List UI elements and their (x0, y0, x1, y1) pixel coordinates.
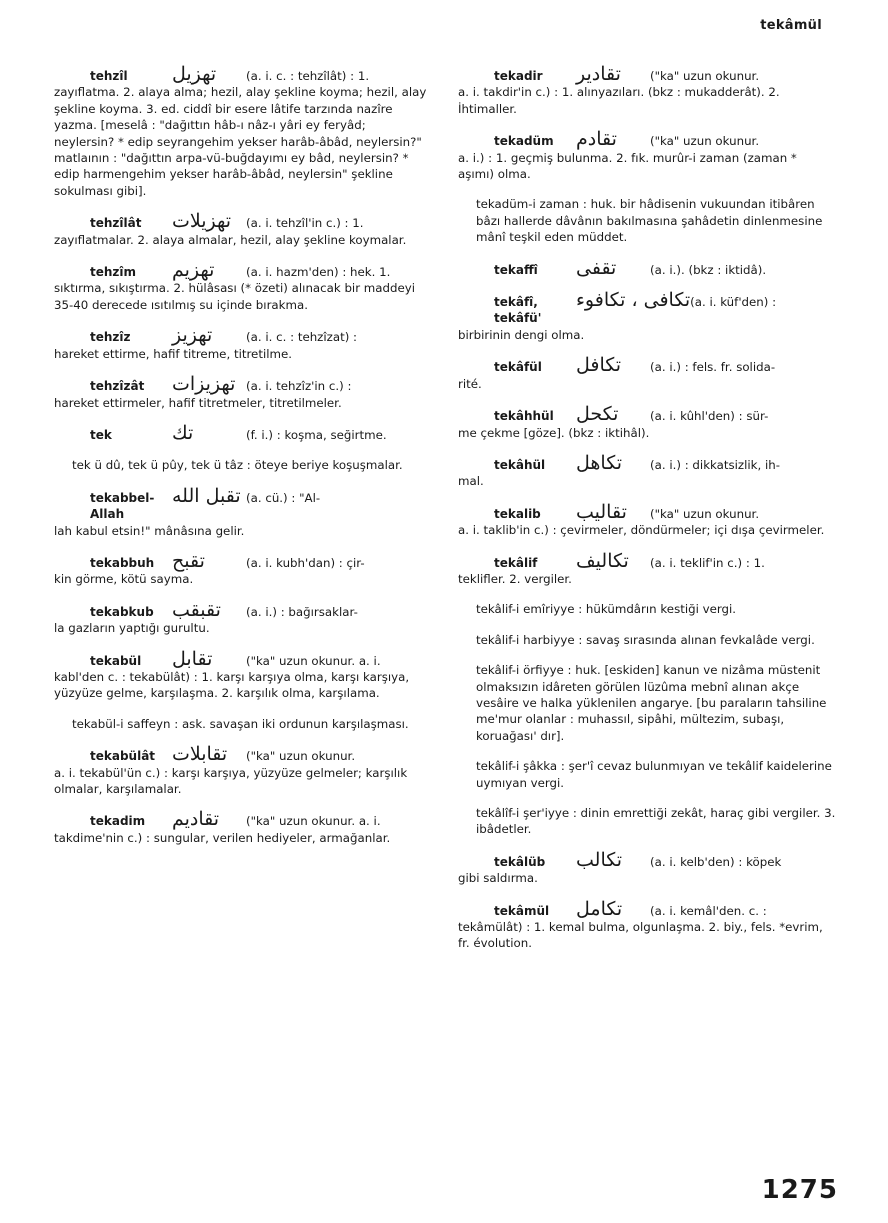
arabic-script: تقادم (576, 128, 617, 151)
definition: hareket ettirme, hafif titreme, titretilme. (54, 346, 292, 361)
entry-grammar: ("ka" uzun okunur. a. i. (246, 814, 381, 829)
definition: zayıflatmalar. 2. alaya almalar, hezil, alay şekline koymalar. (54, 232, 407, 247)
definition: gibi saldırma. (458, 871, 538, 886)
entry-head (54, 549, 427, 572)
headword: tekâlif (494, 555, 538, 570)
entry-head (54, 743, 427, 766)
definition: birbirinin dengi olma. (458, 327, 585, 342)
entry-grammar: (a. i. teklif'in c.) : 1. (650, 555, 765, 570)
arabic-script: تكافى ، تكافوء (576, 289, 691, 312)
headword: tekâmül (494, 903, 550, 918)
headword: tehzîl (90, 69, 128, 83)
dictionary-entry (458, 500, 836, 539)
entry-head (54, 421, 427, 444)
headword: tekabülât (90, 749, 156, 764)
entry-head (458, 451, 836, 474)
arabic-script: تقبقب (172, 598, 221, 621)
entry-grammar: (a. i. c. : tehzîzat) : (246, 330, 358, 345)
dictionary-entry (458, 848, 836, 887)
dictionary-entry (54, 647, 427, 702)
page-number: 1275 (761, 1175, 838, 1205)
arabic-script: تقابل (172, 647, 213, 670)
headword: tekadir (494, 69, 543, 83)
entry-head (54, 647, 427, 670)
entry-head (458, 549, 836, 572)
entry-grammar: (a. i. tehzîl'in c.) : 1. (246, 216, 364, 231)
dictionary-entry (54, 63, 427, 199)
definition: me çekme [göze]. (bkz : iktihâl). (458, 425, 650, 440)
entry-head (458, 128, 836, 151)
headword: tekabbuh (90, 555, 155, 570)
entry-grammar: (a. i. tehzîz'in c.) : (246, 379, 352, 394)
arabic-script: تقاديم (172, 808, 220, 831)
left-column (54, 63, 427, 860)
headword: tehzîlât (90, 216, 142, 231)
entry-grammar: (a. i.) : dikkatsizlik, ih- (650, 457, 781, 472)
definition: a. i. tekabül'ün c.) : karşı karşıya, yüzyüze gelmeler; karşılık olmalar, karşılamalar. (54, 765, 408, 796)
sub-entry: tek ü dû, tek ü pûy, tek ü tâz : öteye beriye koşuşmalar. (72, 458, 403, 473)
entry-grammar: ("ka" uzun okunur. (650, 69, 760, 83)
dictionary-entry (458, 758, 836, 791)
sub-entry: tekâlif-i harbiyye : savaş sırasında alınan fevkalâde vergi. (476, 632, 815, 647)
headword: tekâlüb (494, 854, 546, 869)
headword: tekâfül (494, 360, 542, 375)
dictionary-entry (54, 324, 427, 362)
sub-entry: tekâlif-i şâkka : şer'î cevaz bulunmıyan ve tekâlif kaidelerine uymıyan vergi. (476, 759, 832, 790)
arabic-script: تكاليف (576, 549, 629, 572)
sub-entry: tekâlif-i örfiyye : huk. [eskiden] kanun ve nizâma müstenit olmaksızın idâreten görülen lüzûma mebnî alınan akçe vesâire ve halka yüklenilen angarye. [bu paraların tahsiline me'mur olanlar : muhassıl, sipâhi, mültezim, subaşı, koruağası' dır]. (476, 663, 827, 743)
arabic-script: تقفى (576, 256, 617, 279)
dictionary-entry (458, 128, 836, 182)
definition: teklifler. 2. vergiler. (458, 571, 572, 586)
entry-head (458, 289, 836, 327)
entry-head (54, 210, 427, 233)
dictionary-entry (458, 549, 836, 588)
entry-grammar: (a. i.) : fels. fr. solida- (650, 360, 776, 375)
dictionary-entry (54, 373, 427, 411)
dictionary-entry (458, 63, 836, 117)
headword: tehzîz (90, 330, 131, 345)
entry-grammar: ("ka" uzun okunur. (246, 749, 356, 764)
arabic-script: تكامل (576, 897, 623, 920)
dictionary-entry (54, 421, 427, 444)
entry-head (54, 324, 427, 347)
entry-grammar: (a. i. küf'den) : (690, 295, 777, 310)
dictionary-entry (458, 196, 836, 245)
headword: tekabkub (90, 604, 154, 619)
entry-head (458, 500, 836, 523)
dictionary-entry (458, 601, 836, 617)
definition: a. i. taklib'in c.) : çevirmeler, döndürmeler; içi dışa çevirmeler. (458, 523, 825, 538)
entry-grammar: ("ka" uzun okunur. a. i. (246, 653, 381, 668)
arabic-script: تكافل (576, 354, 622, 377)
dictionary-entry (54, 457, 427, 473)
definition: a. i. takdir'in c.) : 1. alınyazıları. (bkz : mukadderât). 2. İhtimaller. (458, 85, 780, 116)
sub-entry: tekabül-i saffeyn : ask. savaşan iki ordunun karşılaşması. (72, 716, 409, 731)
arabic-script: تقبل الله (172, 484, 241, 507)
entry-head (54, 484, 427, 523)
entry-grammar: (a. i. c. : tehzîlât) : 1. (246, 69, 370, 83)
definition: mal. (458, 474, 484, 489)
headword: tekâhhül (494, 409, 554, 424)
dictionary-entry (54, 259, 427, 313)
definition: lah kabul etsin!" mânâsına gelir. (54, 523, 245, 538)
entry-grammar: (f. i.) : koşma, seğirtme. (246, 427, 387, 442)
dictionary-entry (54, 210, 427, 248)
headword: tekadim (90, 814, 146, 829)
definition: a. i.) : 1. geçmiş bulunma. 2. fık. murûr-i zaman (zaman * aşımı) olma. (458, 150, 797, 182)
sub-entry: tekadüm-i zaman : huk. bir hâdisenin vukuundan itibâren bâzı hallerde dâvânın bakılmasına şahâdetin dinlenmesine mânî teşkil eden müddet. (476, 197, 823, 245)
entry-grammar: (a. i. hazm'den) : hek. 1. (246, 265, 391, 280)
entry-grammar: (a. i.). (bkz : iktidâ). (650, 262, 767, 277)
headword: tekabbel-Allah (90, 490, 155, 522)
headword: tekaffî (494, 262, 538, 277)
entry-grammar: (a. i. kûhl'den) : sür- (650, 409, 769, 424)
entry-grammar: (a. cü.) : "Al- (246, 490, 321, 505)
dictionary-entry (54, 484, 427, 539)
arabic-script: تقاليب (576, 500, 627, 523)
headword: tekâfî, tekâfü' (494, 295, 542, 326)
entry-grammar: (a. i. kubh'dan) : çir- (246, 555, 365, 570)
arabic-script: تقابلات (172, 743, 228, 766)
arabic-script: تقادير (576, 63, 621, 85)
dictionary-entry (458, 403, 836, 441)
entry-grammar: ("ka" uzun okunur. (650, 506, 760, 521)
arabic-script: تقبح (172, 549, 205, 572)
entry-grammar: (a. i.) : bağırsaklar- (246, 604, 358, 619)
sub-entry: tekâlîf-i şer'iyye : dinin emrettiği zekât, haraç gibi vergiler. 3. ibâdetler. (476, 806, 836, 837)
entry-head (458, 354, 836, 377)
entry-head (54, 63, 427, 85)
headword: tekâhül (494, 457, 546, 472)
dictionary-entry (458, 451, 836, 490)
arabic-script: تهزيل (172, 63, 217, 85)
entry-head (54, 259, 427, 282)
headword: tehzîm (90, 265, 137, 280)
definition: la gazların yaptığı gurultu. (54, 621, 210, 636)
dictionary-entry (458, 897, 836, 952)
definition: rité. (458, 376, 482, 391)
entry-grammar: (a. i. kelb'den) : köpek (650, 854, 782, 869)
dictionary-entry (458, 662, 836, 744)
definition: tekâmülât) : 1. kemal bulma, olgunlaşma. 2. biy., fels. *evrim, fr. évolution. (458, 920, 823, 951)
arabic-script: تكاهل (576, 451, 622, 474)
arabic-script: تهزيز (172, 324, 213, 347)
entry-head (54, 808, 427, 831)
dictionary-entry (458, 289, 836, 343)
dictionary-entry (54, 549, 427, 588)
entry-head (54, 598, 427, 621)
definition: zayıflatma. 2. alaya alma; hezil, alay şekline koyma; hezil, alay şekline koyma. 3. ed. ciddî bir esere lâtife tarzında nazîre yazma. [meselâ : "dağıttın hâb-ı nâz-ı yâri ey feryâd; neylersin? * edip seyrangehim yekser harâb-âbâd, neylersin?" matlaının : "dağıttın arpa-vü-buğdayımı ey bâd, neylersin? * edip harmengehim yekser harâb-âbâd, neylersin" şekline sokulması gibi]. (54, 85, 427, 198)
headword: tekabül (90, 653, 142, 668)
entry-head (458, 848, 836, 871)
dictionary-entry (458, 354, 836, 392)
definition: hareket ettirmeler, hafif titretmeler, titretilmeler. (54, 395, 342, 410)
headword: tekalib (494, 506, 541, 521)
arabic-script: تك (172, 421, 194, 444)
entry-head (458, 256, 836, 279)
definition: takdime'nin c.) : sungular, verilen hediyeler, armağanlar. (54, 830, 391, 845)
entry-head (54, 373, 427, 396)
definition: kin görme, kötü sayma. (54, 572, 194, 587)
sub-entry: tekâlif-i emîriyye : hükümdârın kestiği vergi. (476, 602, 737, 617)
definition: sıktırma, sıkıştırma. 2. hülâsası (* özeti) alınacak bir maddeyi 35-40 derecede ısıtılmış su içinde bırakma. (54, 281, 416, 312)
arabic-script: تهزيم (172, 259, 215, 282)
entry-grammar: (a. i. kemâl'den. c. : (650, 903, 767, 918)
arabic-script: تهزيلات (172, 210, 232, 233)
dictionary-entry (458, 632, 836, 648)
dictionary-entry (458, 805, 836, 838)
entry-head (458, 63, 836, 85)
arabic-script: تهزيزات (172, 373, 236, 396)
right-column (458, 63, 836, 966)
entry-grammar: ("ka" uzun okunur. (650, 134, 760, 149)
dictionary-entry (54, 743, 427, 797)
running-head: tekâmül (760, 18, 822, 33)
arabic-script: تكحل (576, 403, 619, 426)
dictionary-entry (458, 256, 836, 279)
dictionary-entry (54, 716, 427, 732)
headword: tekadüm (494, 134, 554, 149)
dictionary-entry (54, 808, 427, 846)
definition: kabl'den c. : tekabülât) : 1. karşı karşıya olma, karşı karşıya, yüzyüze gelme, karşılaşma. 2. karşılık olma, karşılama. (54, 669, 410, 701)
headword: tek (90, 427, 112, 442)
entry-head (458, 403, 836, 426)
headword: tehzîzât (90, 379, 145, 394)
entry-head (458, 897, 836, 920)
arabic-script: تكالب (576, 848, 623, 871)
dictionary-entry (54, 598, 427, 637)
